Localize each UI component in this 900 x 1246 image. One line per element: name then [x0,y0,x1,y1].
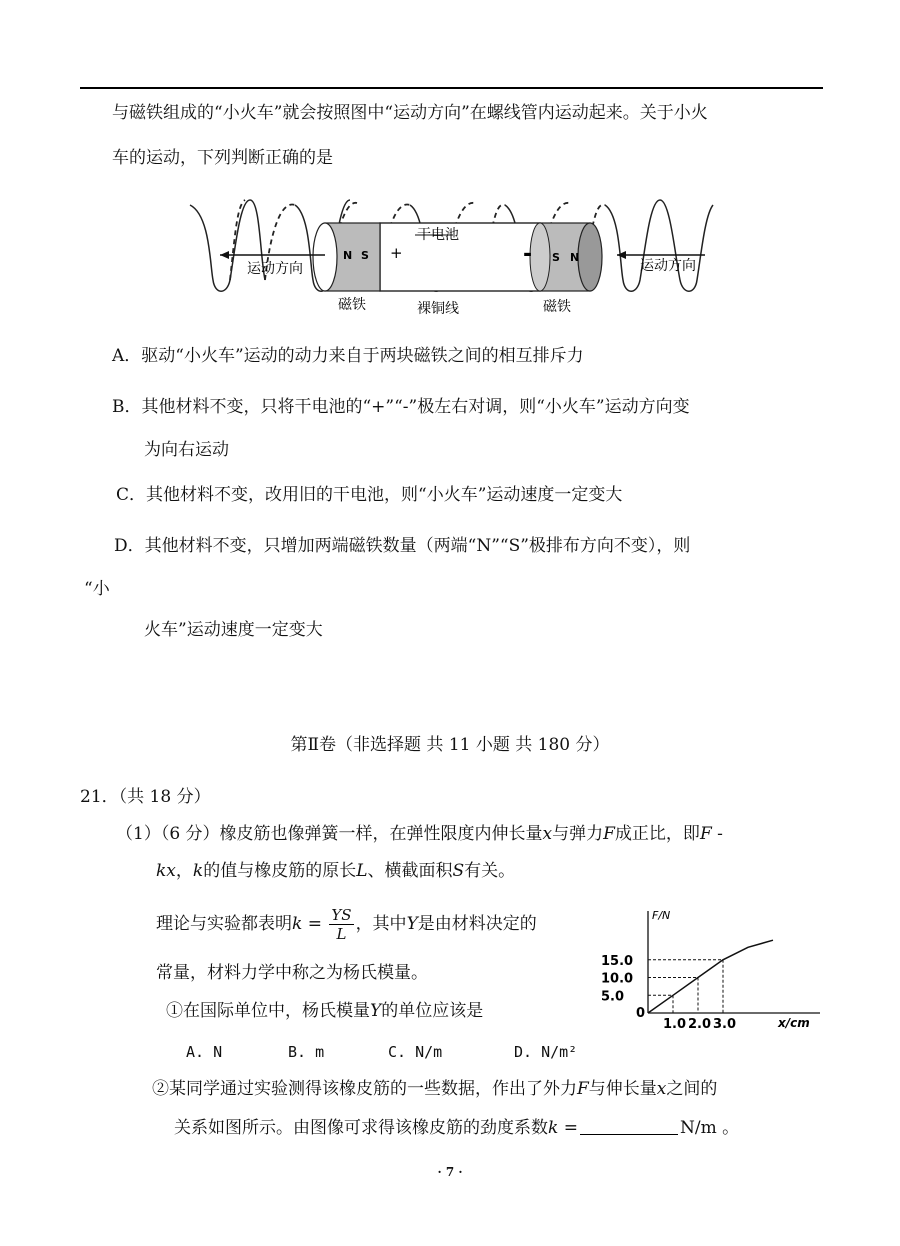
y-tick-label: 5.0 [601,989,625,1005]
q21-part1-line-1: （1）（6 分）橡皮筋也像弹簧一样，在弹性限度内伸长量x与弹力F成正比，即F - [116,824,723,844]
option-b-line-2: 为向右运动 [144,440,229,460]
x-tick-label: 3.0 [713,1017,737,1032]
y-tick-label: 15.0 [601,953,634,969]
minus-sign: - [523,242,533,267]
label-direction-left: 运动方向 [247,261,303,277]
x-axis-label: x/cm [778,1016,810,1030]
pole-s-right: S [552,251,560,264]
q21-line-4: 常量，材料力学中称之为杨氏模量。 [156,963,428,983]
force-extension-curve [648,940,773,1013]
pole-n-right: N [570,251,580,264]
origin-label: 0 [636,1006,646,1021]
stem-line-1: 与磁铁组成的“小火车”就会按照图中“运动方向”在螺线管内运动起来。关于小火 [112,103,708,123]
header-rule [80,87,823,89]
youngs-modulus-fraction: $\frac{YS}{L}$ [331,906,352,943]
label-battery: 干电池 [417,227,459,243]
stem-line-2: 车的运动，下列判断正确的是 [112,148,333,168]
q21-subq1: ①在国际单位中，杨氏模量Y的单位应该是 [166,1001,484,1021]
solenoid-train-figure [185,195,730,325]
option-d-line-2: “小 [84,579,110,599]
option-d-line-1: D．其他材料不变，只增加两端磁铁数量（两端“N”“S”极排布方向不变），则 [114,536,691,556]
x-tick-label: 1.0 [663,1017,687,1032]
page-number: · 7 · [437,1165,463,1179]
q21-subq2-line-1: ②某同学通过实验测得该橡皮筋的一些数据，作出了外力F与伸长量x之间的 [152,1079,718,1099]
q21-subq2-line-2: 关系如图所示。由图像可求得该橡皮筋的劲度系数k = N/m 。 [174,1118,740,1138]
pole-n-left: N [343,249,353,262]
section-title: 第Ⅱ卷（非选择题 共 11 小题 共 180 分） [290,735,610,755]
choice-a: A. N [186,1043,223,1061]
label-direction-right: 运动方向 [640,258,696,274]
q21-formula-line: 理论与实验都表明k = $\frac{YS}{L}$ ，其中Y是由材料决定的 [156,906,537,943]
option-a: A．驱动“小火车”运动的动力来自于两块磁铁之间的相互排斥力 [112,346,584,366]
choice-c: C. N/m [388,1043,443,1061]
label-magnet-right: 磁铁 [543,299,571,315]
choice-b: B. m [288,1043,325,1061]
label-magnet-left: 磁铁 [338,297,366,313]
option-b-line-1: B．其他材料不变，只将干电池的“+”“-”极左右对调，则“小火车”运动方向变 [112,397,690,417]
y-axis-label: F/N [652,909,671,922]
pole-s-left: S [361,249,369,262]
q21-header: 21．（共 18 分） [80,787,211,807]
choice-d: D. N/m² [514,1043,578,1061]
x-tick-label: 2.0 [688,1017,712,1032]
force-extension-graph [600,905,825,1035]
option-d-line-3: 火车”运动速度一定变大 [144,620,323,640]
option-c: C．其他材料不变，改用旧的干电池，则“小火车”运动速度一定变大 [116,485,623,505]
q21-part1-line-2: kx，k的值与橡皮筋的原长L、横截面积S有关。 [156,861,516,881]
plus-sign: + [390,244,403,262]
y-tick-label: 10.0 [601,971,634,987]
answer-blank[interactable] [580,1116,678,1135]
label-wire: 裸铜线 [417,301,459,317]
